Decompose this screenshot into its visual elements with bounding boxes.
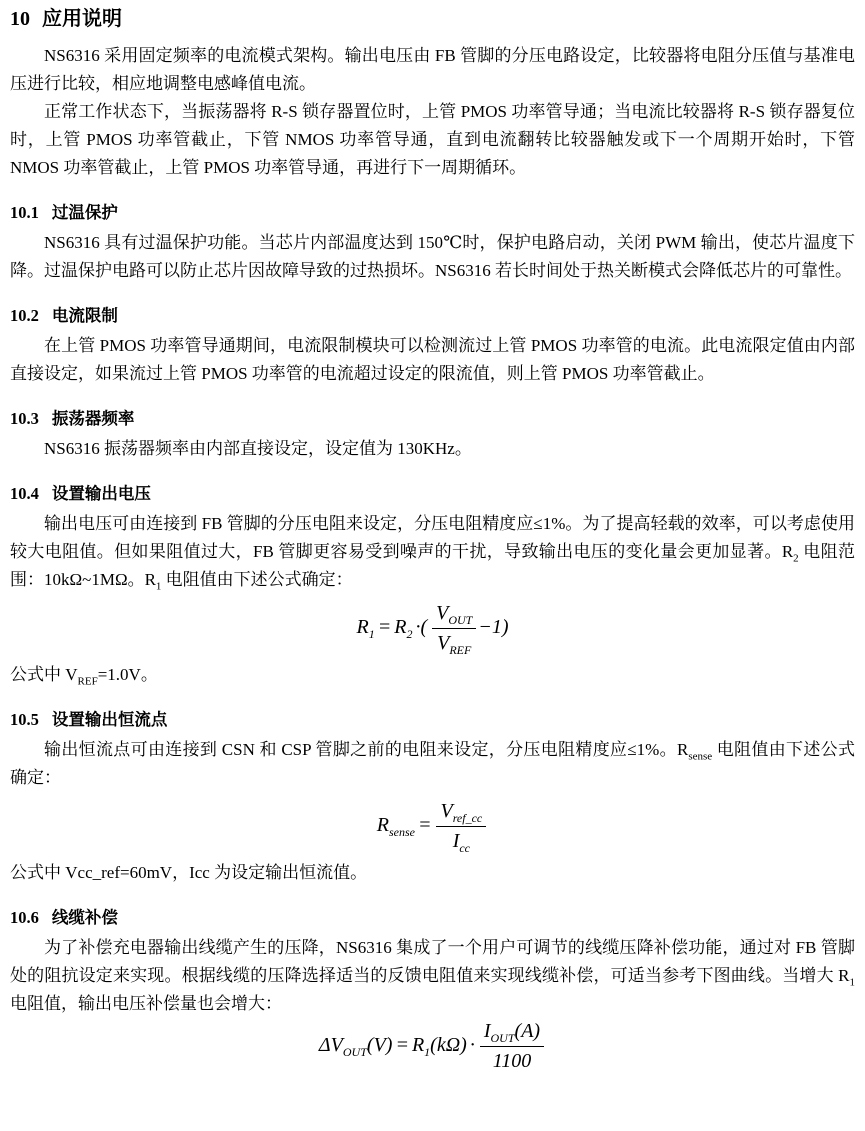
section-title: 设置输出电压 bbox=[51, 484, 151, 503]
section-heading-10-6 bbox=[10, 907, 855, 929]
section-title: 电流限制 bbox=[51, 306, 118, 325]
section-number: 10.6 bbox=[10, 908, 39, 927]
page-title-text: 应用说明 bbox=[42, 8, 122, 30]
section-number: 10.2 bbox=[10, 306, 39, 325]
formula-r1: $R_1 = R_2$ ·( $\frac{V_{OUT}}{V_{REF}}$ −1) bbox=[356, 602, 509, 657]
section-10-3-paragraph: NS6316 振荡器频率由内部直接设定，设定值为 130KHz。 bbox=[44, 439, 472, 458]
fraction-numerator: $I_{OUT}(A)$ bbox=[480, 1020, 544, 1047]
formula-dvout: $\Delta V_{OUT}(V) = R_1(k\Omega)$ · $\frac{I_{OUT}(A)}{1100}$ bbox=[10, 1020, 855, 1073]
section-heading-10-3 bbox=[10, 408, 855, 430]
section-heading-10-1 bbox=[10, 202, 855, 224]
section-heading-10-4 bbox=[10, 483, 855, 505]
formula-rsense-lhs: R bbox=[376, 814, 389, 837]
page-title-number: 10 bbox=[10, 8, 30, 30]
section-10-6-paragraph: 为了补偿充电器输出线缆产生的压降，NS6316 集成了一个用户可调节的线缆压降补偿功能，通过对 FB 管脚处的阻抗设定来实现。根据线缆的压降选择适当的反馈电阻值来实现线缆补偿，可适当参考下图曲线。当增大 $R_1$ 电阻值，输出电压补偿量也会增大： bbox=[10, 938, 855, 1013]
formula-dvout-lhs: ΔV bbox=[318, 1034, 343, 1057]
icc-note: 公式中 Vcc_ref=60mV，Icc 为设定输出恒流值。 bbox=[10, 863, 368, 882]
vref-note: 公式中 $V_{REF}=1.0V$。 bbox=[10, 665, 158, 688]
section-10-5-paragraph: 输出恒流点可由连接到 CSN 和 CSP 管脚之前的电阻来设定，分压电阻精度应≤1%。$R_{sense}$ 电阻值由下述公式确定： bbox=[10, 740, 855, 787]
formula-r1-lhs: R bbox=[356, 616, 369, 639]
fraction-denominator: $I_{cc}$ bbox=[452, 830, 471, 855]
fraction-numerator: $V_{OUT}$ bbox=[432, 602, 476, 629]
section-title: 线缆补偿 bbox=[51, 908, 118, 927]
section-title: 过温保护 bbox=[51, 203, 118, 222]
intro-paragraph-1: NS6316 采用固定频率的电流模式架构。输出电压由 FB 管脚的分压电路设定，比较器将电阻分压值与基准电压进行比较，相应地调整电感峰值电流。 bbox=[10, 46, 855, 93]
fraction-numerator: $V_{ref\_cc}$ bbox=[436, 800, 486, 827]
section-number: 10.5 bbox=[10, 710, 39, 729]
section-heading-10-2 bbox=[10, 305, 855, 327]
page-title bbox=[10, 6, 855, 32]
section-title: 设置输出恒流点 bbox=[51, 710, 168, 729]
section-heading-10-5 bbox=[10, 709, 855, 731]
fraction-denominator: $V_{REF}$ bbox=[437, 632, 472, 657]
section-number: 10.1 bbox=[10, 203, 39, 222]
fraction-denominator: 1100 bbox=[492, 1050, 532, 1072]
section-10-4-paragraph: 输出电压可由连接到 FB 管脚的分压电阻来设定，分压电阻精度应≤1%。为了提高轻载的效率，可以考虑使用较大电阻值。但如果阻值过大，FB 管脚更容易受到噪声的干扰，导致输出电压的变化量会更加显著。$R_2$ 电阻范围：10kΩ~1MΩ。$R_1$ 电阻值由下述公式确定： bbox=[10, 514, 855, 593]
section-10-1-paragraph: NS6316 具有过温保护功能。当芯片内部温度达到 150℃时，保护电路启动，关闭 PWM 输出，使芯片温度下降。过温保护电路可以防止芯片因故障导致的过热损坏。NS6316 若长时间处于热关断模式会降低芯片的可靠性。 bbox=[10, 233, 855, 280]
intro-paragraph-2: 正常工作状态下，当振荡器将 R-S 锁存器置位时，上管 PMOS 功率管导通；当电流比较器将 R-S 锁存器复位时，上管 PMOS 功率管截止，下管 NMOS 功率管导通，直到电流翻转比较器触发或下一个周期开始时，下管 NMOS 功率管截止，上管 PMOS 功率管导通，再进行下一周期循环。 bbox=[10, 102, 855, 177]
section-title: 振荡器频率 bbox=[51, 409, 135, 428]
fraction bbox=[436, 800, 486, 853]
section-number: 10.4 bbox=[10, 484, 39, 503]
section-10-2-paragraph: 在上管 PMOS 功率管导通期间，电流限制模块可以检测流过上管 PMOS 功率管的电流。此电流限定值由内部直接设定，如果流过上管 PMOS 功率管的电流超过设定的限流值，则上管 PMOS 功率管截止。 bbox=[10, 336, 855, 383]
fraction bbox=[480, 1020, 544, 1073]
fraction bbox=[432, 602, 476, 655]
formula-rsense: $R_{sense}$ = $\frac{V_{ref\_cc}}{I_{cc}}$ bbox=[10, 800, 855, 853]
section-number: 10.3 bbox=[10, 409, 39, 428]
